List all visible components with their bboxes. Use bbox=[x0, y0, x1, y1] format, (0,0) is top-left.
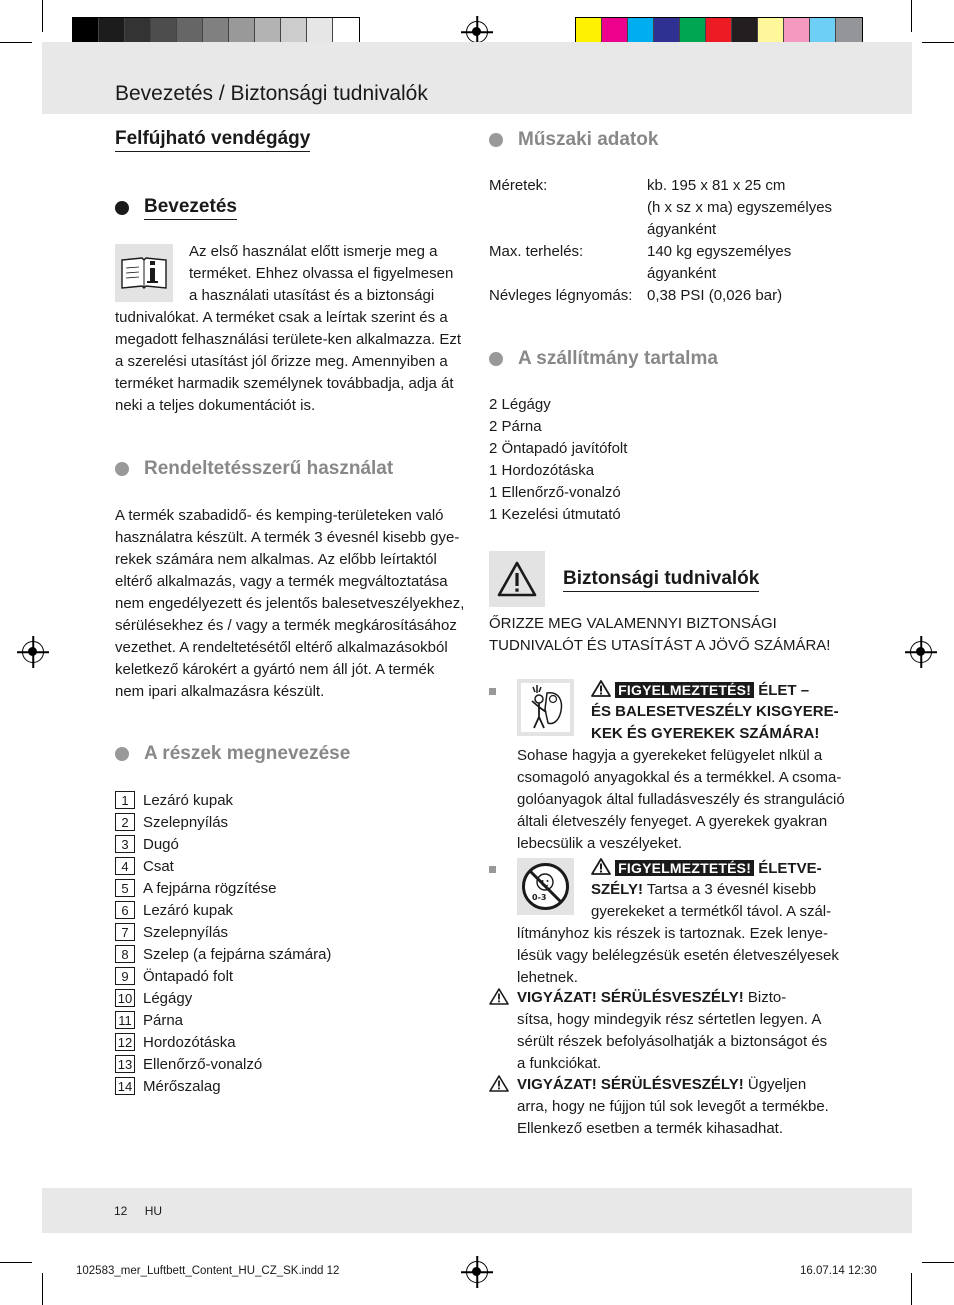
warning-triangle-icon bbox=[489, 551, 545, 607]
safety-heading: Biztonsági tudnivalók bbox=[563, 568, 759, 592]
registration-mark-left bbox=[22, 641, 44, 663]
warning2-title-line: FIGYELMEZTETÉS! ÉLETVE- bbox=[591, 857, 851, 880]
part-label: Mérőszalag bbox=[143, 1077, 221, 1095]
part-number: 10 bbox=[115, 989, 135, 1007]
warning2-text-a: gyerekeket a termétkől távol. A szál- bbox=[591, 903, 832, 920]
warning1-title-line: FIGYELMEZTETÉS! ÉLET – bbox=[591, 679, 851, 702]
product-title: Felfújható vendégágy bbox=[115, 128, 310, 152]
bullet-dot bbox=[489, 352, 503, 366]
contents-item: 2 Öntapadó javítófolt bbox=[489, 440, 628, 457]
part-item bbox=[115, 833, 331, 855]
part-label: Csat bbox=[143, 857, 174, 875]
part-number: 12 bbox=[115, 1033, 135, 1051]
registration-mark-right bbox=[910, 641, 932, 663]
bullet-dot bbox=[115, 747, 129, 761]
warning2-text-b: lítmányhoz kis részek is tartoznak. Ezek lenye- lésük vagy belélegzésük esetén életveszélyesek lehetnek. bbox=[517, 925, 839, 986]
part-item bbox=[115, 877, 331, 899]
warning1-bold: ÉS BALESETVESZÉLY KISGYERE- KEK ÉS GYEREKEK SZÁMÁRA! bbox=[591, 703, 839, 742]
part-item bbox=[115, 1053, 331, 1075]
spec-value: 0,38 PSI (0,026 bar) bbox=[647, 287, 783, 304]
warning1-text: Sohase hagyja a gyerekeket felügyelet nlkül a csomagoló anyagokkal és a termékkel. A csoma- golóanyagok által fulladásveszély és stranguláció általi életveszély fenyeget. A gyerekek gyakran lebecsülik a veszélyeket. bbox=[517, 747, 845, 852]
caution-icon bbox=[489, 1075, 509, 1092]
part-label: Légágy bbox=[143, 989, 193, 1007]
spec-row bbox=[489, 285, 849, 307]
part-number: 6 bbox=[115, 901, 135, 919]
spec-key: Névleges légnyomás: bbox=[489, 287, 633, 304]
part-item bbox=[115, 965, 331, 987]
safety-heading-wrap bbox=[563, 568, 759, 592]
bullet-square bbox=[489, 688, 496, 695]
part-item bbox=[115, 943, 331, 965]
part-label: Párna bbox=[143, 1011, 184, 1029]
part-label: Dugó bbox=[143, 835, 179, 853]
part-label: Ellenőrző-vonalzó bbox=[143, 1055, 263, 1073]
bullet-square bbox=[489, 866, 496, 873]
specs-heading: Műszaki adatok bbox=[489, 129, 658, 151]
page-footer bbox=[114, 1204, 162, 1218]
warning1-badge: FIGYELMEZTETÉS! bbox=[615, 682, 754, 698]
bullet-dot bbox=[489, 133, 503, 147]
slug-filename: 102583_mer_Luftbett_Content_HU_CZ_SK.indd 12 bbox=[76, 1265, 340, 1277]
part-number: 13 bbox=[115, 1055, 135, 1073]
parts-heading: A részek megnevezése bbox=[115, 743, 350, 765]
bullet-dot bbox=[115, 462, 129, 476]
part-item bbox=[115, 811, 331, 833]
contents-list bbox=[489, 394, 627, 526]
contents-item: 1 Ellenőrző-vonalzó bbox=[489, 484, 621, 501]
info-manual-icon bbox=[115, 244, 173, 302]
spec-row bbox=[489, 175, 849, 241]
part-number: 8 bbox=[115, 945, 135, 963]
warning-small-icon bbox=[591, 858, 611, 875]
spec-value: kb. 195 x 81 x 25 cm (h x sz x ma) egyszemélyes ágyanként bbox=[647, 177, 833, 238]
registration-mark-bottom bbox=[466, 1261, 488, 1283]
language-code: HU bbox=[144, 1204, 163, 1218]
registration-mark-top bbox=[466, 21, 488, 43]
intro-text-top: Az első használat előtt ismerje meg a terméket. Ehhez olvassa el figyelmesen a használati utasítást és a biztonsági bbox=[189, 243, 454, 304]
contents-item: 2 Párna bbox=[489, 418, 542, 435]
caution1-text: VIGYÁZAT! SÉRÜLÉSVESZÉLY! Bizto- sítsa, hogy mindegyik rész sértetlen legyen. A sérült részek befolyásolhatják a biztonságot és a funkciókat. bbox=[517, 989, 828, 1072]
part-item bbox=[115, 1031, 331, 1053]
part-number: 14 bbox=[115, 1077, 135, 1095]
part-label: Öntapadó folt bbox=[143, 967, 234, 985]
part-number: 1 bbox=[115, 791, 135, 809]
specs-table bbox=[489, 175, 849, 307]
warning-small-icon bbox=[591, 680, 611, 697]
page-title: Bevezetés / Biztonsági tudnivalók bbox=[115, 82, 428, 105]
caution2-text: VIGYÁZAT! SÉRÜLÉSVESZÉLY! Ügyeljen arra, hogy ne fújjon túl sok levegőt a termékbe. Ellenkező esetben a termék kihasadhat. bbox=[517, 1076, 829, 1137]
part-item bbox=[115, 1009, 331, 1031]
part-label: A fejpárna rögzítése bbox=[143, 879, 277, 897]
part-label: Szelepnyílás bbox=[143, 813, 229, 831]
parts-list bbox=[115, 789, 331, 1097]
caution-icon bbox=[489, 988, 509, 1005]
intro-heading: Bevezetés bbox=[115, 196, 237, 220]
spec-key: Max. terhelés: bbox=[489, 243, 584, 260]
part-number: 5 bbox=[115, 879, 135, 897]
part-item bbox=[115, 1075, 331, 1097]
part-label: Hordozótáska bbox=[143, 1033, 236, 1051]
part-label: Szelep (a fejpárna számára) bbox=[143, 945, 332, 963]
part-label: Lezáró kupak bbox=[143, 791, 234, 809]
contents-heading: A szállítmány tartalma bbox=[489, 348, 718, 370]
footer-band bbox=[42, 1188, 912, 1233]
part-item bbox=[115, 789, 331, 811]
part-number: 3 bbox=[115, 835, 135, 853]
age-0-3-prohibited-icon bbox=[517, 858, 574, 915]
part-number: 4 bbox=[115, 857, 135, 875]
warning2-second-line: SZÉLY! Tartsa a 3 évesnél kisebb bbox=[591, 881, 817, 898]
warning2-badge: FIGYELMEZTETÉS! bbox=[615, 860, 754, 876]
part-label: Lezáró kupak bbox=[143, 901, 234, 919]
bullet-dot bbox=[115, 201, 129, 215]
intro-text-body: tudnivalókat. A terméket csak a leírtak szerint és a megadott felhasználási területe-ken alkalmazza. Ezt a szerelési utasítást jól őrizze meg. Amennyiben a terméket harmadik személynek továbbadja, adja át neki a teljes dokumentációt is. bbox=[115, 309, 462, 414]
part-number: 7 bbox=[115, 923, 135, 941]
part-label: Szelepnyílás bbox=[143, 923, 229, 941]
intended-use-text: A termék szabadidő- és kemping-területeken való használatra készült. A termék 3 évesnél kisebb gye- rekek számára nem alkalmas. Az előbb leírtaktól eltérő alkalmazás, vagy a termék megváltoztatása nem engedélyezett és jelentős balesetveszélyekhez, sérülésekhez és / vagy a termék megkárosításához vezethet. A rendeltetésétől eltérő alkalmazásokból keletkező károkért a gyártó nem áll jót. A termék nem ipari alkalmazásra készült. bbox=[115, 507, 465, 700]
contents-item: 1 Kezelési útmutató bbox=[489, 506, 621, 523]
slug-date: 16.07.14 12:30 bbox=[800, 1265, 877, 1277]
part-item bbox=[115, 987, 331, 1009]
part-number: 2 bbox=[115, 813, 135, 831]
page-number: 12 bbox=[114, 1204, 128, 1218]
spec-row bbox=[489, 241, 849, 285]
spec-key: Méretek: bbox=[489, 177, 548, 194]
age-label: 0-3 bbox=[532, 893, 547, 902]
part-number: 9 bbox=[115, 967, 135, 985]
part-item bbox=[115, 899, 331, 921]
spec-value: 140 kg egyszemélyes ágyanként bbox=[647, 243, 792, 282]
child-packaging-warning-icon bbox=[517, 679, 574, 736]
intended-use-heading: Rendeltetésszerű használat bbox=[115, 458, 393, 480]
contents-item: 2 Légágy bbox=[489, 396, 551, 413]
product-title-wrap bbox=[115, 128, 310, 152]
part-item bbox=[115, 855, 331, 877]
part-item bbox=[115, 921, 331, 943]
part-number: 11 bbox=[115, 1011, 135, 1029]
keep-instructions: ŐRIZZE MEG VALAMENNYI BIZTONSÁGI TUDNIVALÓT ÉS UTASÍTÁST A JÖVŐ SZÁMÁRA! bbox=[489, 615, 831, 654]
contents-item: 1 Hordozótáska bbox=[489, 462, 595, 479]
